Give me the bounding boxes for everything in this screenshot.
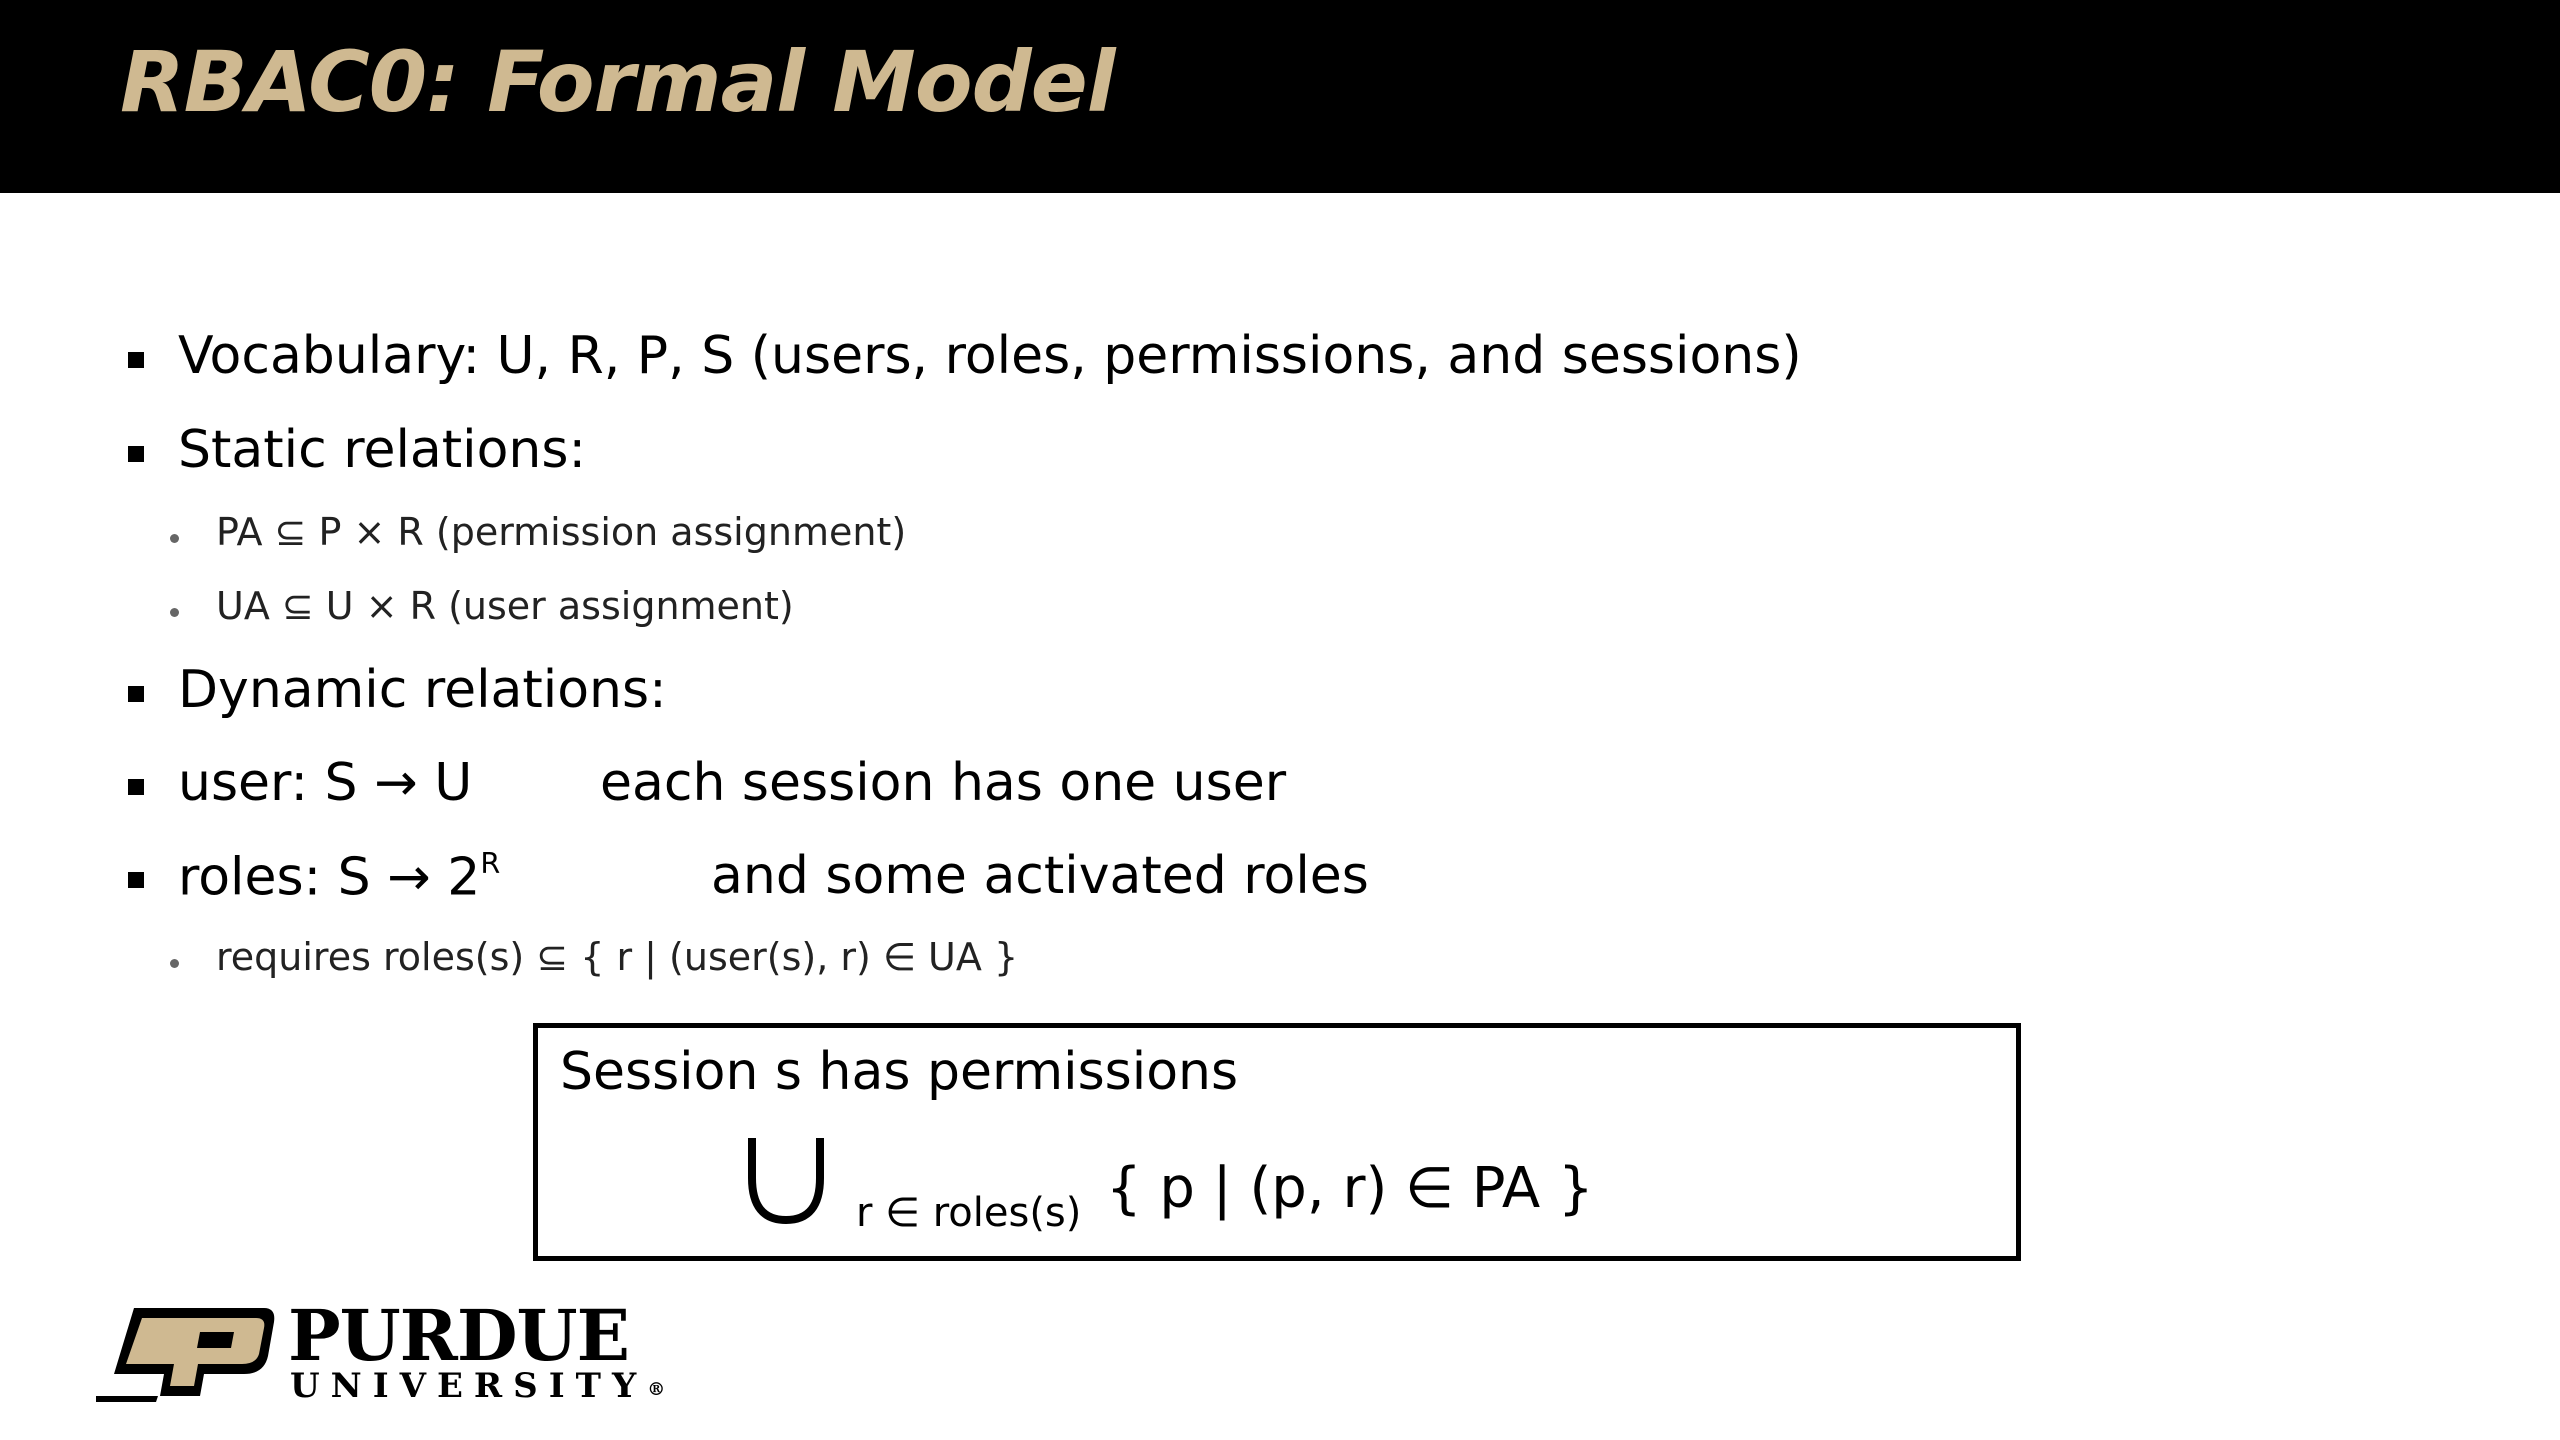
bullet-prefix: roles: S → 2 bbox=[178, 847, 481, 908]
box-title: Session s has permissions bbox=[560, 1042, 1239, 1102]
bullet-text: Static relations: bbox=[178, 420, 586, 480]
bullet-text: PA ⊆ P × R (permission assignment) bbox=[216, 510, 907, 554]
dot-bullet-icon bbox=[170, 959, 179, 968]
bullet-text: Dynamic relations: bbox=[178, 660, 667, 720]
logo-subtitle bbox=[290, 1366, 665, 1406]
bullet-text: requires roles(s) ⊆ { r | (user(s), r) ∈ UA } bbox=[216, 935, 1019, 979]
purdue-p-logo-icon bbox=[96, 1304, 276, 1404]
bullet-text: Vocabulary: U, R, P, S (users, roles, permissions, and sessions) bbox=[178, 326, 1802, 386]
slide-title: RBAC0: Formal Model bbox=[120, 33, 1115, 131]
dot-bullet-icon bbox=[170, 534, 179, 543]
square-bullet-icon bbox=[128, 686, 144, 702]
logo-subtitle-text: UNIVERSITY bbox=[290, 1366, 648, 1406]
square-bullet-icon bbox=[128, 872, 144, 888]
registered-mark: ® bbox=[647, 1379, 666, 1401]
bullet-roles-function bbox=[0, 846, 1500, 916]
bullet-prefix-group bbox=[178, 846, 500, 907]
logo-wordmark: PURDUE bbox=[288, 1294, 629, 1377]
bullet-user-function bbox=[0, 753, 1400, 823]
union-icon bbox=[746, 1128, 826, 1228]
bullet-description: and some activated roles bbox=[711, 846, 1369, 906]
bullet-text: UA ⊆ U × R (user assignment) bbox=[216, 584, 794, 628]
dot-bullet-icon bbox=[170, 608, 179, 617]
bullet-description: each session has one user bbox=[600, 753, 1287, 813]
bullet-prefix: user: S → U bbox=[178, 753, 473, 813]
square-bullet-icon bbox=[128, 779, 144, 795]
superscript: R bbox=[480, 846, 501, 880]
permission-set-formula: { p | (p, r) ∈ PA } bbox=[1106, 1156, 1594, 1221]
title-bar bbox=[0, 0, 2560, 193]
union-subscript: r ∈ roles(s) bbox=[856, 1190, 1082, 1236]
square-bullet-icon bbox=[128, 446, 144, 462]
square-bullet-icon bbox=[128, 352, 144, 368]
purdue-logo bbox=[96, 1294, 666, 1410]
session-permissions-box bbox=[533, 1023, 2021, 1261]
